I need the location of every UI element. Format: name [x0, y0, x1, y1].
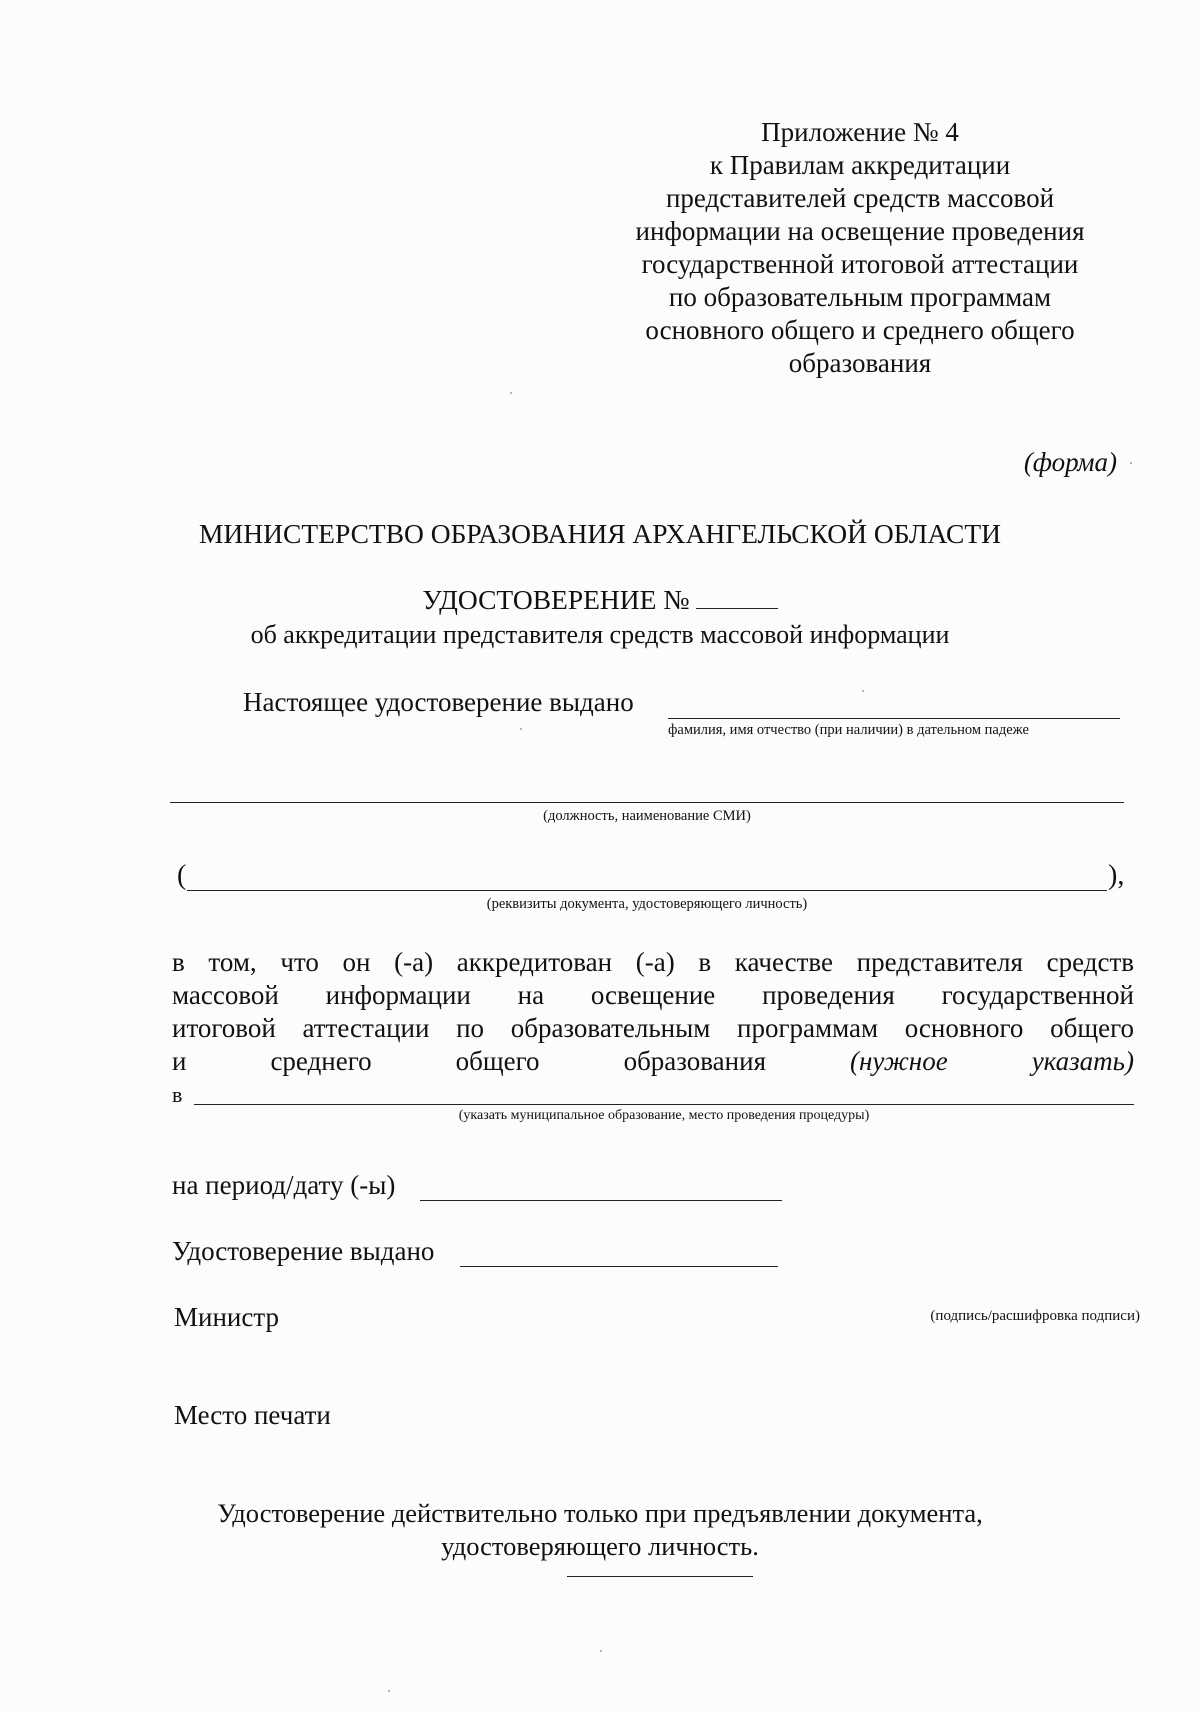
footer-divider [567, 1576, 753, 1577]
signature-caption: (подпись/расшифровка подписи) [930, 1308, 1140, 1324]
paragraph-note: (нужное [850, 1046, 948, 1076]
paragraph-line: в том, что он (-а) аккредитован (-а) в качестве представителя средств [172, 947, 1134, 977]
appendix-line: образования [788, 348, 932, 378]
paragraph-line: итоговой аттестации по образовательным программам основного общего [172, 1013, 1134, 1043]
paragraph-note: указать) [1031, 1046, 1134, 1076]
paragraph-line: массовой информации на освещение проведения государственной [172, 980, 1134, 1010]
accreditation-paragraph [172, 946, 1134, 1078]
appendix-line: к Правилам аккредитации [709, 150, 1011, 180]
footer-note [0, 1497, 1200, 1563]
scan-speck [388, 1690, 390, 1692]
place-field[interactable] [194, 1082, 1134, 1105]
appendix-line: по образовательным программам [668, 282, 1052, 312]
paragraph-word: образования [623, 1046, 766, 1076]
issued-label: Удостоверение выдано [172, 1236, 435, 1266]
seal-place-label: Место печати [174, 1400, 331, 1430]
certificate-number-field[interactable] [696, 584, 778, 609]
paragraph-word: и [172, 1046, 187, 1076]
certificate-subtitle: об аккредитации представителя средств массовой информации [250, 620, 950, 649]
identity-close-paren: ), [1108, 860, 1125, 891]
identity-doc-caption: (реквизиты документа, удостоверяющего личность) [486, 896, 808, 912]
scan-speck [600, 1650, 602, 1652]
position-caption: (должность, наименование СМИ) [543, 808, 751, 824]
certificate-title [0, 584, 1200, 616]
footer-line: Удостоверение действительно только при предъявлении документа, [217, 1498, 983, 1528]
scan-speck [862, 690, 864, 692]
appendix-line: основного общего и среднего общего [645, 315, 1075, 345]
issued-to-caption: фамилия, имя отчество (при наличии) в дательном падеже [668, 722, 1029, 738]
issued-field[interactable] [460, 1240, 778, 1267]
identity-open-paren: ( [177, 860, 187, 891]
scan-speck [520, 728, 522, 730]
scan-speck [1130, 462, 1132, 464]
place-in-label: в [172, 1082, 183, 1107]
identity-doc-field[interactable] [187, 862, 1107, 891]
paragraph-word: среднего [270, 1046, 372, 1076]
form-label: (форма) [1023, 447, 1117, 477]
issued-to-label: Настоящее удостоверение выдано [243, 687, 634, 717]
place-caption: (указать муниципальное образование, место проведения процедуры) [458, 1108, 870, 1123]
appendix-header [600, 116, 1120, 380]
appendix-line: информации на освещение проведения [635, 216, 1085, 246]
appendix-line: государственной итоговой аттестации [641, 249, 1079, 279]
footer-line: удостоверяющего личность. [441, 1531, 759, 1561]
issued-to-field[interactable] [668, 690, 1120, 719]
certificate-title-text: УДОСТОВЕРЕНИЕ № [422, 584, 690, 615]
period-label: на период/дату (-ы) [172, 1170, 396, 1200]
appendix-line: представителей средств массовой [665, 183, 1055, 213]
ministry-title: МИНИСТЕРСТВО ОБРАЗОВАНИЯ АРХАНГЕЛЬСКОЙ ОБЛАСТИ [198, 518, 1002, 549]
minister-label: Министр [174, 1302, 279, 1332]
scan-speck [510, 392, 512, 394]
appendix-line: Приложение № 4 [761, 117, 959, 147]
paragraph-word: общего [455, 1046, 540, 1076]
position-field[interactable] [170, 778, 1124, 803]
period-field[interactable] [420, 1174, 782, 1201]
paragraph-line [172, 1045, 1134, 1078]
